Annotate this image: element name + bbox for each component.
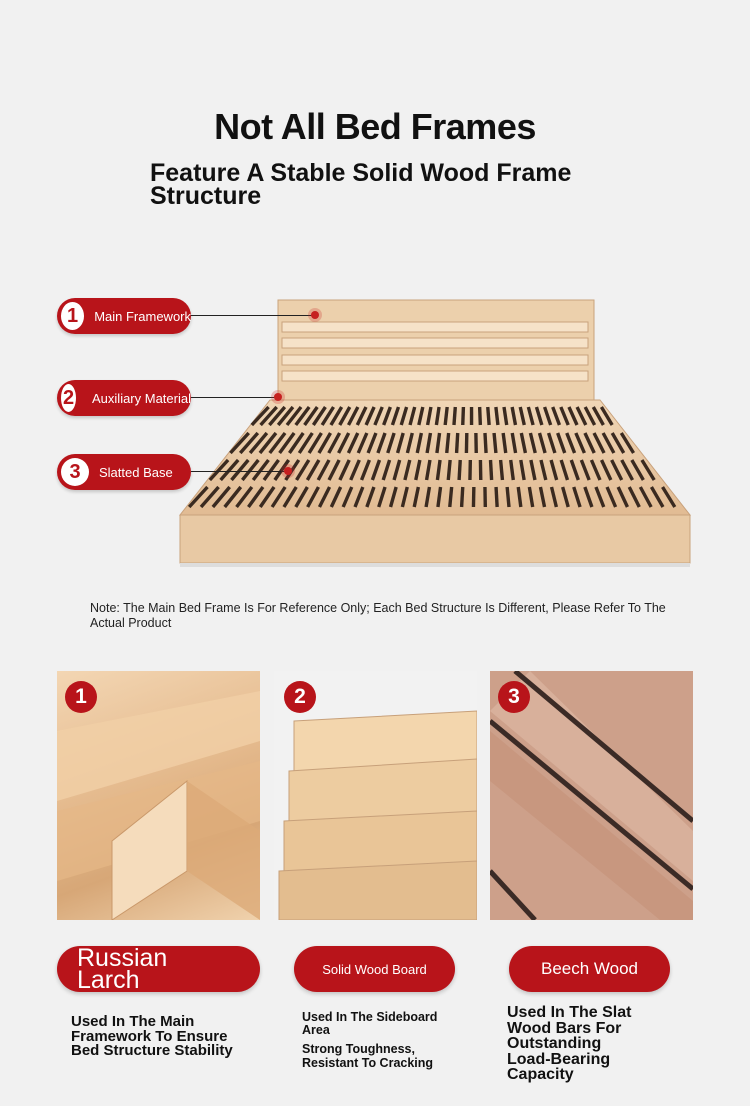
page-subtitle: Feature A Stable Solid Wood Frame Structure [150, 159, 572, 210]
callout-marker [284, 467, 292, 475]
material-description: Used In The Sideboard Area [302, 1010, 438, 1037]
callout-leader-line [191, 315, 313, 316]
callout-number: 1 [61, 302, 84, 330]
callout-label: Main Framework [94, 308, 191, 324]
disclaimer-note: Note: The Main Bed Frame Is For Reference Only; Each Bed Structure Is Different, Please Refer To The Actual Product [90, 601, 666, 630]
material-name: Russian Larch [77, 944, 168, 994]
callout-leader-line [191, 471, 286, 472]
slat [480, 407, 481, 425]
callout-label: Auxiliary Material [92, 390, 191, 406]
russian-larch-photo [57, 671, 260, 920]
callout-auxiliary-material [57, 380, 191, 416]
slat [496, 487, 497, 507]
slat [448, 460, 450, 480]
slat [494, 433, 496, 453]
slat [507, 487, 509, 507]
slat [445, 407, 447, 425]
slat [462, 487, 463, 507]
callout-slatted-base [57, 454, 191, 490]
callout-number: 2 [61, 384, 76, 412]
callout-main-framework [57, 298, 191, 334]
beech-wood-photo [490, 671, 693, 920]
number-badge: 1 [65, 681, 97, 713]
slat [488, 407, 489, 425]
slat [496, 407, 498, 425]
material-description: Used In The Slat Wood Bars For Outstanding Load-Bearing Capacity [507, 1004, 632, 1083]
material-name: Solid Wood Board [322, 961, 427, 977]
material-solid-wood-board [294, 946, 455, 992]
callout-marker [274, 393, 282, 401]
slat [501, 460, 503, 480]
material-description: Used In The Main Framework To Ensure Bed Structure Stability [71, 1013, 233, 1059]
material-beech-wood [509, 946, 670, 992]
slat [450, 487, 452, 507]
slat [457, 433, 458, 453]
material-name: Beech Wood [540, 959, 639, 978]
number-badge: 3 [498, 681, 530, 713]
solid-wood-board-photo [274, 671, 477, 920]
callout-leader-line [191, 397, 276, 398]
bed-frame-image [170, 295, 700, 595]
material-russian-larch [57, 946, 260, 992]
slat [463, 407, 464, 425]
material-description: Strong Toughness, Resistant To Cracking [302, 1042, 434, 1070]
page-title: Not All Bed Frames [214, 106, 536, 147]
callout-marker [311, 311, 319, 319]
callout-label: Slatted Base [99, 464, 173, 480]
slat [491, 460, 492, 480]
number-badge: 2 [284, 681, 316, 713]
slat [447, 433, 449, 453]
callout-number: 3 [61, 458, 89, 486]
slat [459, 460, 460, 480]
slat [454, 407, 455, 425]
slat [485, 433, 486, 453]
